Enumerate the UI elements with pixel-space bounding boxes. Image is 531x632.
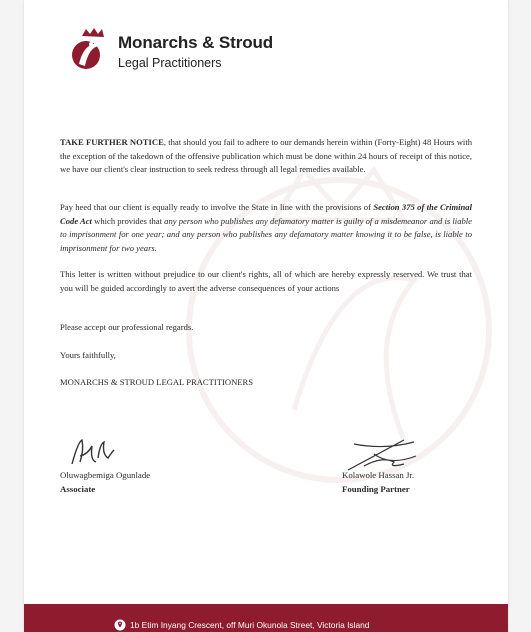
notice-text: , that should you fail to adhere to our demands herein within (Forty-Eight) 48 Hours with the exception of the takedown of the offensive publication which must be done within 24 hours of receipt of this notice, we have our client's clear instruction to seek redress through all legal remedies available. — [60, 137, 472, 175]
footer-address-row — [114, 618, 369, 632]
firm-subtitle: Legal Practitioners — [118, 56, 222, 70]
closing-line: Yours faithfully, — [60, 350, 116, 360]
signatory-role: Associate — [60, 484, 96, 494]
without-prejudice-paragraph: This letter is written without prejudice to our client's rights, all of which are hereby expressly reserved. We trust that you will be guided accordingly to avert the adverse consequences of your actions — [60, 269, 472, 293]
criminal-code-section: Section 375 of the Criminal Code Act — [60, 202, 472, 226]
state-involvement-paragraph — [60, 201, 472, 255]
notice-lead: TAKE FURTHER NOTICE — [60, 137, 164, 147]
signatory-name: Oluwagbemiga Ogunlade — [60, 470, 151, 480]
letter-page — [24, 0, 508, 632]
location-pin-icon — [114, 619, 126, 631]
state-mid: which provides that — [91, 215, 165, 226]
associate-signature — [68, 436, 118, 470]
firm-logo-icon — [68, 24, 108, 72]
letter-footer — [24, 604, 508, 632]
footer-address: 1b Etim Inyang Crescent, off Muri Okunola Street, Victoria Island — [130, 620, 370, 630]
signatory-name: Kolawole Hassan Jr. — [342, 470, 415, 480]
firm-name: Monarchs & Stroud — [118, 33, 274, 52]
criminal-code-quote: any person who publishes any defamatory matter is guilty of a misdemeanor and is liable to imprisonment for one year; and any person who publishes any defamatory matter knowing it to be false, is liable to imprisonment for two years. — [60, 215, 472, 253]
signatory-role: Founding Partner — [342, 484, 410, 494]
regards-line: Please accept our professional regards. — [60, 322, 194, 332]
firm-caps-line: MONARCHS & STROUD LEGAL PRACTITIONERS — [60, 377, 254, 387]
further-notice-paragraph — [60, 136, 472, 177]
state-intro: Pay heed that our client is equally ready to involve the State in line with the provisions of — [60, 202, 374, 212]
